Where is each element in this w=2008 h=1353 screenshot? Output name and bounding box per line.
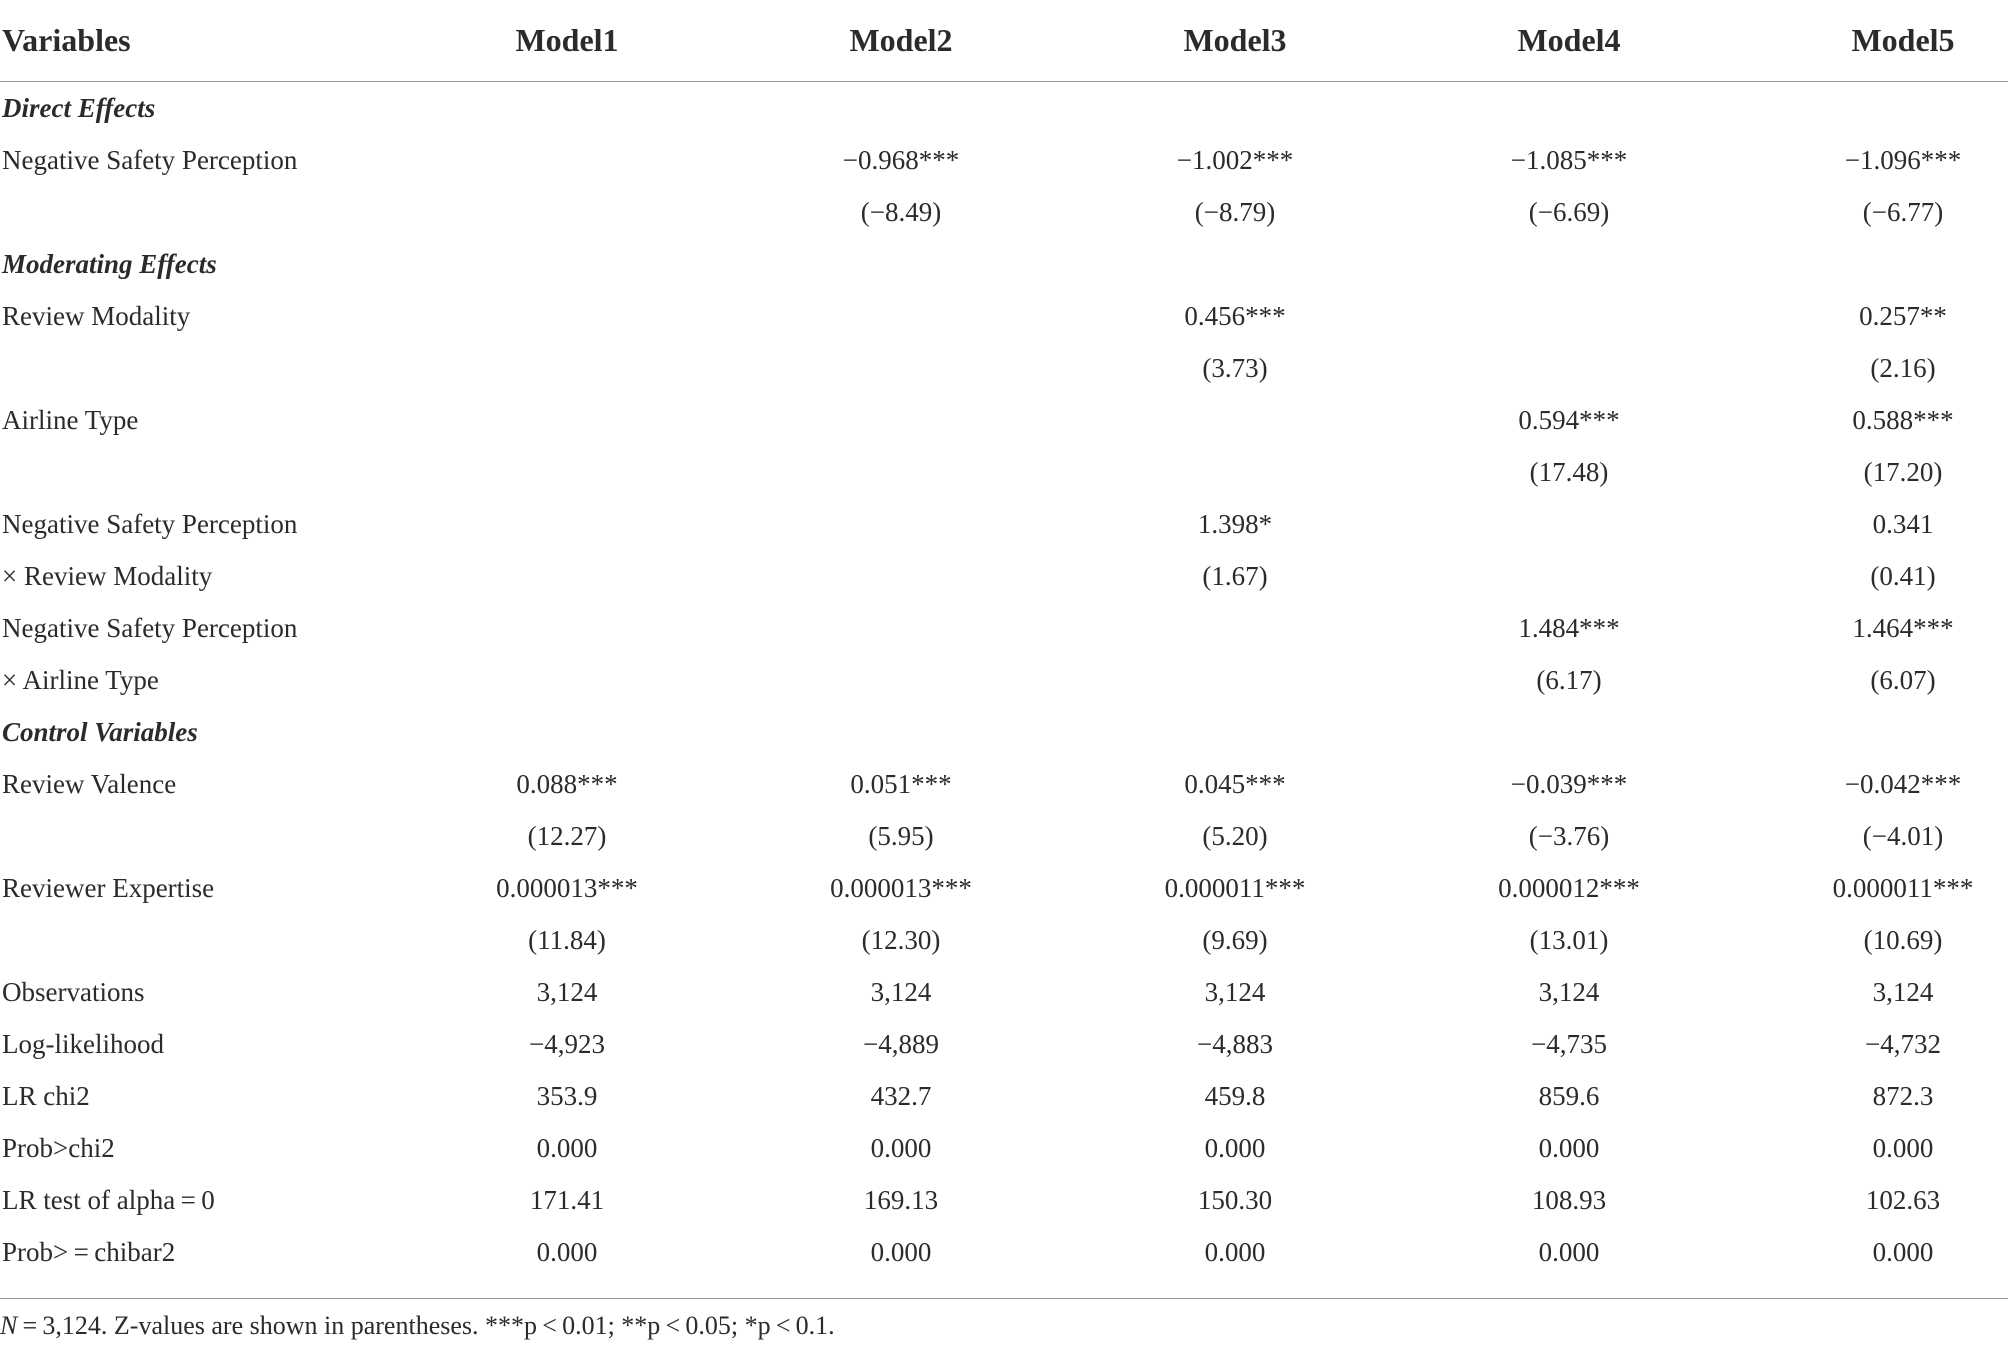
cell-model1: 3,124 [536,976,598,1007]
cell-model5: (−4.01) [1862,820,1944,851]
cell-model2 [734,290,1068,342]
cell-model3: 0.045*** [1184,768,1286,799]
cell-model5: (0.41) [1870,560,1936,591]
cell-model5: 0.341 [1872,508,1934,539]
cell-model5: 0.588*** [1852,404,1954,435]
cell-model1 [400,498,734,550]
cell-model4 [1402,498,1736,550]
cell-model2: 432.7 [870,1080,932,1111]
table-row [0,862,2008,914]
cell-model5: (6.07) [1870,664,1936,695]
cell-model3: (1.67) [1202,560,1268,591]
cell-model5: 102.63 [1865,1184,1941,1215]
cell-model3: 459.8 [1204,1080,1266,1111]
row-label: Airline Type [2,404,139,435]
table-row [0,290,2008,342]
cell-model2 [734,654,1068,706]
cell-model2 [734,446,1068,498]
row-label: Review Valence [2,768,177,799]
table-row [0,966,2008,1018]
row-label [0,446,400,498]
row-label: LR chi2 [2,1080,90,1111]
cell-model2 [734,498,1068,550]
cell-model2: −0.968*** [842,144,960,175]
cell-model1 [400,550,734,602]
row-label [0,342,400,394]
table-row [0,134,2008,186]
row-label [0,810,400,862]
cell-model1: 171.41 [529,1184,605,1215]
table-header-row [0,0,2008,82]
cell-model4 [1402,342,1736,394]
cell-model5: 872.3 [1872,1080,1934,1111]
header-model4: Model4 [1402,0,1736,82]
cell-model3: −4,883 [1197,1028,1273,1059]
row-label: Negative Safety Perception [2,508,298,539]
cell-model2: 169.13 [863,1184,939,1215]
row-label: Reviewer Expertise [2,872,215,903]
cell-model1: 0.000 [536,1132,598,1163]
cell-model3: 150.30 [1197,1184,1273,1215]
cell-model3: 0.456*** [1184,300,1286,331]
cell-model3: 1.398* [1197,508,1273,539]
cell-model2: (−8.49) [860,196,942,227]
cell-model4: (6.17) [1536,664,1602,695]
row-label: Review Modality [2,300,191,331]
cell-model1: −4,923 [529,1028,605,1059]
cell-model2: 0.000 [870,1236,932,1267]
table-row [0,602,2008,654]
cell-model5: −1.096*** [1844,144,1962,175]
cell-model4: 859.6 [1538,1080,1600,1111]
cell-model2 [734,550,1068,602]
cell-model5: (−6.77) [1862,196,1944,227]
header-model1: Model1 [400,0,734,82]
row-label: × Airline Type [2,664,159,695]
table-row [0,1174,2008,1226]
cell-model4: −1.085*** [1510,144,1628,175]
cell-model1: 0.000013*** [496,872,638,903]
section-title: Control Variables [2,716,198,747]
row-label: Observations [2,976,145,1007]
cell-model1: 0.000 [536,1236,598,1267]
cell-model4: (−6.69) [1528,196,1610,227]
cell-model3: −1.002*** [1176,144,1294,175]
cell-model1 [400,290,734,342]
row-label: Negative Safety Perception [2,144,298,175]
table-row [0,914,2008,966]
cell-model4: (−3.76) [1528,820,1610,851]
cell-model1 [400,342,734,394]
section-header-row [0,238,2008,290]
cell-model2 [734,394,1068,446]
cell-model5: −0.042*** [1844,768,1962,799]
cell-model4: 108.93 [1531,1184,1607,1215]
cell-model1 [400,186,734,238]
cell-model4: 0.000012*** [1498,872,1640,903]
cell-model4: −0.039*** [1510,768,1628,799]
cell-model1 [400,446,734,498]
table-row [0,394,2008,446]
cell-model4: 1.484*** [1518,612,1620,643]
cell-model2: 0.000013*** [830,872,972,903]
table-row [0,186,2008,238]
cell-model5: (2.16) [1870,352,1936,383]
cell-model5: (17.20) [1863,456,1943,487]
cell-model3: (−8.79) [1194,196,1276,227]
row-label [0,914,400,966]
cell-model4 [1402,550,1736,602]
footnote-text: = 3,124. Z-values are shown in parentheses. ***p < 0.01; **p < 0.05; *p < 0.1. [17,1311,835,1340]
row-label: Log-likelihood [2,1028,164,1059]
cell-model3: 0.000011*** [1164,872,1306,903]
table-row [0,1122,2008,1174]
header-model5: Model5 [1736,0,2008,82]
header-variables: Variables [0,0,400,82]
section-title: Direct Effects [2,92,156,123]
cell-model3 [1068,654,1402,706]
row-label: Negative Safety Perception [2,612,298,643]
table-row [0,1070,2008,1122]
table-footnote [0,1298,2008,1341]
cell-model4: 0.000 [1538,1132,1600,1163]
cell-model2 [734,342,1068,394]
table-row [0,342,2008,394]
row-label: LR test of alpha = 0 [2,1184,215,1215]
header-model3: Model3 [1068,0,1402,82]
cell-model4: (17.48) [1529,456,1609,487]
cell-model3: (5.20) [1202,820,1268,851]
cell-model1 [400,602,734,654]
row-label: × Review Modality [2,560,213,591]
section-title: Moderating Effects [2,248,217,279]
cell-model4: −4,735 [1531,1028,1607,1059]
cell-model5: 1.464*** [1852,612,1954,643]
cell-model5: (10.69) [1863,924,1943,955]
cell-model2: (12.30) [861,924,941,955]
cell-model5: −4,732 [1865,1028,1941,1059]
table-row [0,654,2008,706]
table-row [0,758,2008,810]
cell-model2: 3,124 [870,976,932,1007]
cell-model3: (9.69) [1202,924,1268,955]
cell-model5: 0.000011*** [1832,872,1974,903]
header-model2: Model2 [734,0,1068,82]
cell-model3: 0.000 [1204,1132,1266,1163]
cell-model3: (3.73) [1202,352,1268,383]
cell-model3 [1068,394,1402,446]
section-header-row [0,82,2008,135]
row-label [0,186,400,238]
table-body [0,82,2008,1279]
cell-model5: 0.000 [1872,1132,1934,1163]
cell-model1: (12.27) [527,820,607,851]
table-row [0,550,2008,602]
cell-model4: 3,124 [1538,976,1600,1007]
table-row [0,1226,2008,1278]
cell-model3: 3,124 [1204,976,1266,1007]
cell-model4 [1402,290,1736,342]
row-label: Prob> = chibar2 [2,1236,176,1267]
cell-model5: 3,124 [1872,976,1934,1007]
cell-model4: 0.594*** [1518,404,1620,435]
cell-model2: 0.000 [870,1132,932,1163]
cell-model3 [1068,446,1402,498]
section-header-row [0,706,2008,758]
cell-model1: (11.84) [528,924,606,955]
footnote-n-symbol: N [0,1311,18,1340]
cell-model1 [400,654,734,706]
cell-model2: (5.95) [868,820,934,851]
table-row [0,1018,2008,1070]
cell-model2 [734,602,1068,654]
table-row [0,446,2008,498]
cell-model5: 0.000 [1872,1236,1934,1267]
table-row [0,810,2008,862]
cell-model1: 0.088*** [516,768,618,799]
cell-model2: −4,889 [863,1028,939,1059]
cell-model2: 0.051*** [850,768,952,799]
cell-model1 [400,134,734,186]
cell-model5: 0.257** [1859,300,1947,331]
table-row [0,498,2008,550]
cell-model3 [1068,602,1402,654]
cell-model3: 0.000 [1204,1236,1266,1267]
cell-model1: 353.9 [536,1080,598,1111]
cell-model4: (13.01) [1529,924,1609,955]
row-label: Prob>chi2 [2,1132,115,1163]
cell-model1 [400,394,734,446]
cell-model4: 0.000 [1538,1236,1600,1267]
